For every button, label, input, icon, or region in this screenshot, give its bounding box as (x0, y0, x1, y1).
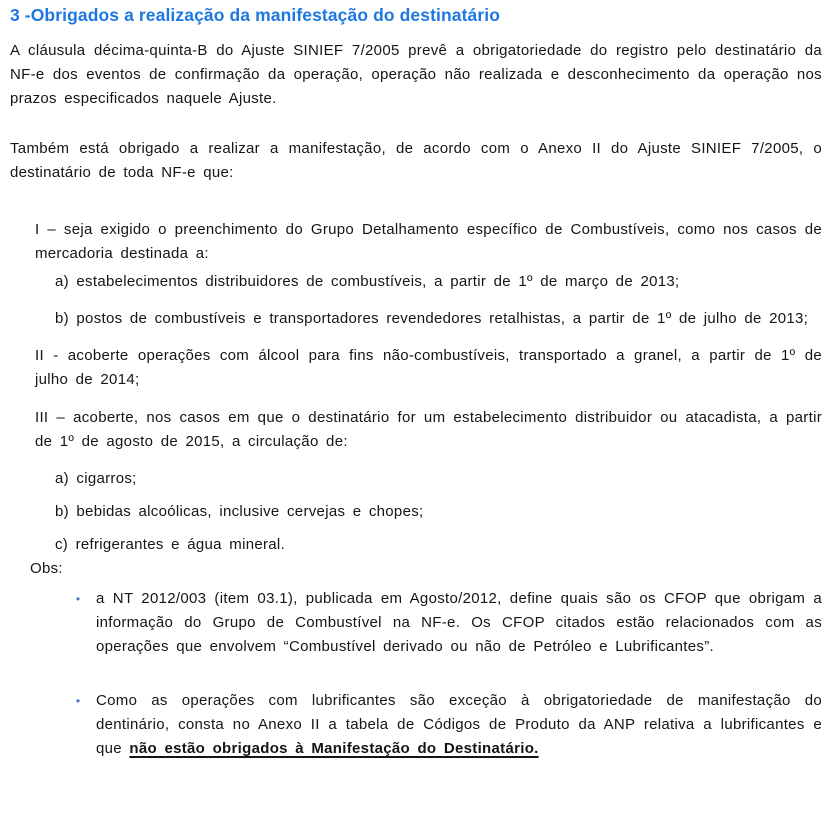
obs-bullet-2-text (96, 689, 822, 761)
intro-paragraph-2: Também está obrigado a realizar a manifestação, de acordo com o Anexo II do Ajuste SINIEF 7/2005, o destinatário de toda NF-e que: (10, 140, 822, 181)
obs-bullet-item-2 (60, 689, 822, 761)
intro-paragraph-1: A cláusula décima-quinta-B do Ajuste SINIEF 7/2005 prevê a obrigatoriedade do registro pelo destinatário da NF-e dos eventos de confirmação da operação, operação não realizada e desconhecimento da operação nos prazos especificados naquele Ajuste. (10, 42, 822, 107)
obs-bullet-item-1 (60, 587, 822, 659)
bullet-dot-icon: • (75, 592, 81, 606)
bullet-dot-icon: • (75, 694, 81, 708)
item-III: III – acoberte, nos casos em que o destinatário for um estabelecimento distribuidor ou atacadista, a partir de 1º de agosto de 2015, a circulação de: (35, 409, 822, 450)
item-III-sub-c: c) refrigerantes e água mineral. (55, 536, 286, 553)
item-III-sub-a: a) cigarros; (55, 470, 137, 487)
obs-bullet-1-text: a NT 2012/003 (item 03.1), publicada em Agosto/2012, define quais são os CFOP que obrigam a informação do Grupo de Combustível na NF-e. Os CFOP citados estão relacionados com as operações que envolvem “Combustível derivado ou não de Petróleo e Lubrificantes”. (96, 590, 822, 655)
obs-bullet-2-emphasis: não estão obrigados à Manifestação do Destinatário. (129, 740, 539, 757)
item-I-sub-a: a) estabelecimentos distribuidores de combustíveis, a partir de 1º de março de 2013; (55, 273, 680, 290)
obs-label: Obs: (30, 560, 63, 577)
item-III-sub-b: b) bebidas alcoólicas, inclusive cervejas e chopes; (55, 503, 424, 520)
obs-bullet-2-prefix: Como as operações com lubrificantes são exceção à obrigatoriedade de manifestação do dentinário, consta no Anexo II a tabela de Códigos de Produto da ANP relativa a lubrificantes e que (96, 692, 822, 757)
section-heading: 3 -Obrigados a realização da manifestação do destinatário (10, 5, 501, 25)
item-II: II - acoberte operações com álcool para fins não-combustíveis, transportado a granel, a partir de 1º de julho de 2014; (35, 347, 822, 388)
item-I: I – seja exigido o preenchimento do Grupo Detalhamento específico de Combustíveis, como nos casos de mercadoria destinada a: (35, 221, 822, 262)
item-I-sub-b: b) postos de combustíveis e transportadores revendedores retalhistas, a partir de 1º de julho de 2013; (55, 310, 809, 327)
